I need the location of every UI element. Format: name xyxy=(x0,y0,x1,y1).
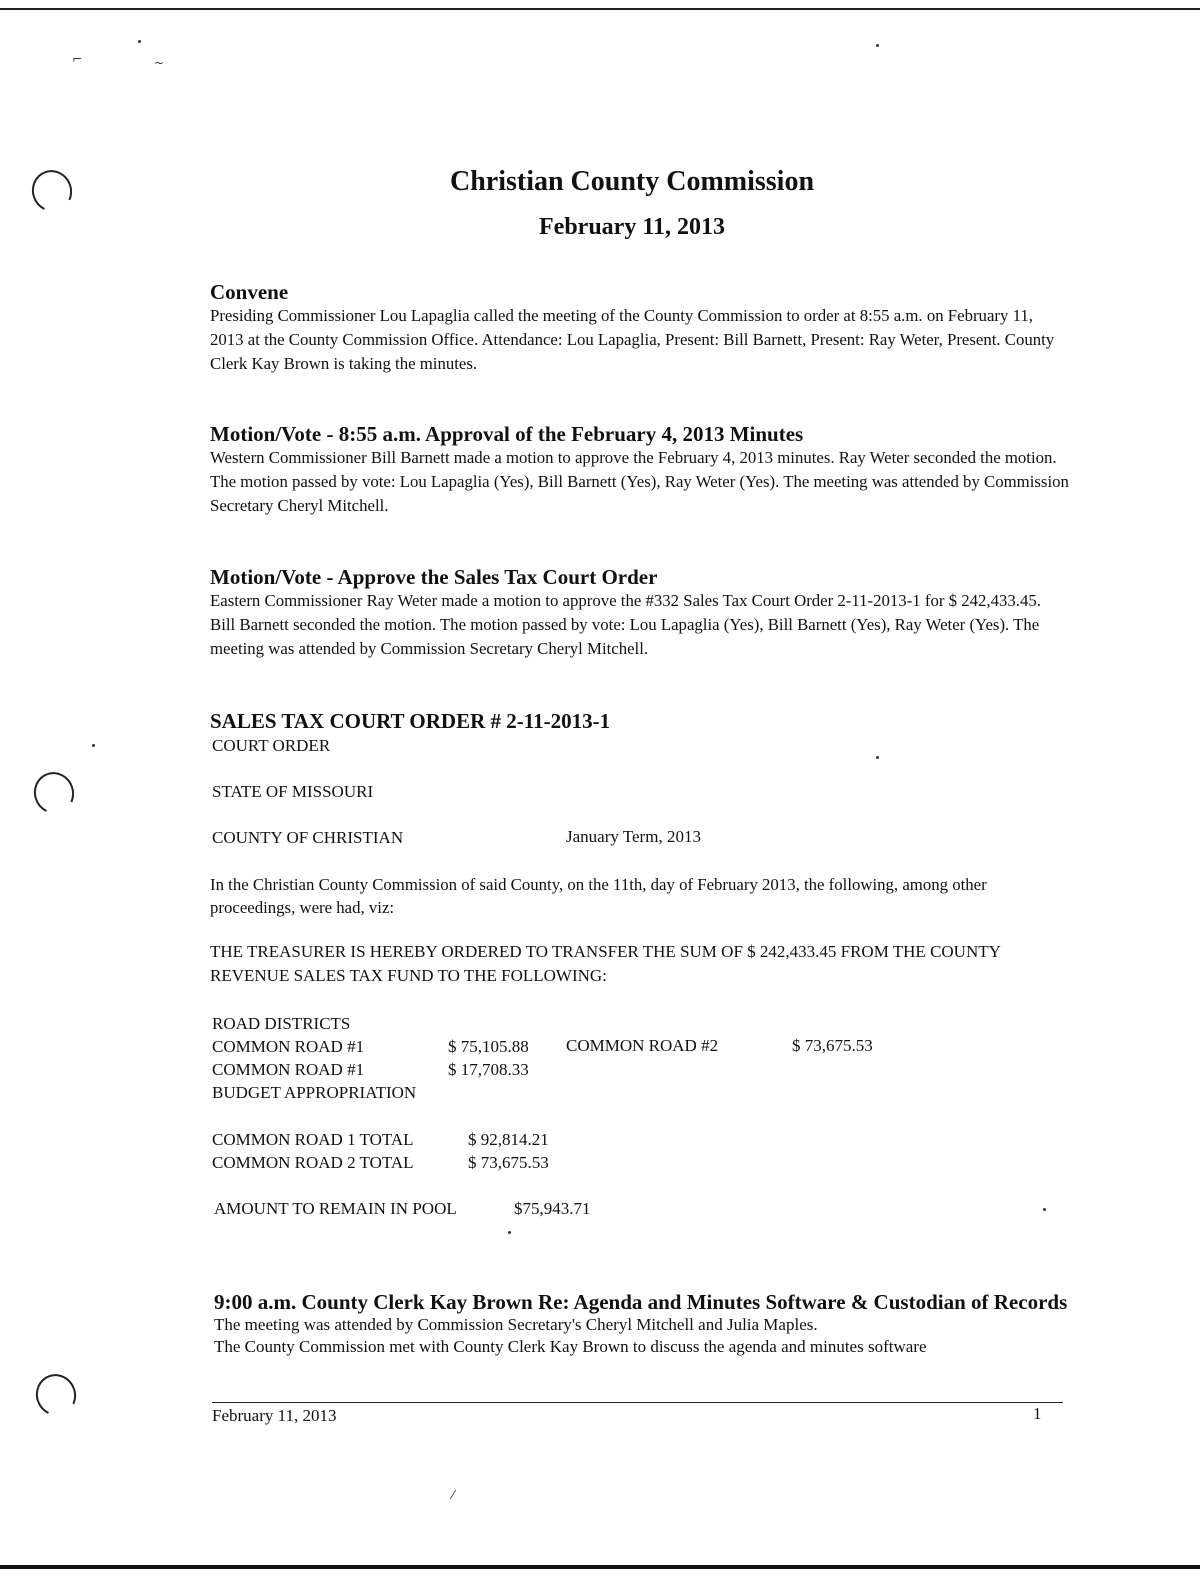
row1-amount-b: $ 73,675.53 xyxy=(792,1036,873,1055)
total1-label: COMMON ROAD 1 TOTAL xyxy=(212,1130,414,1149)
scan-speck xyxy=(92,744,95,747)
row2-amount: $ 17,708.33 xyxy=(448,1060,529,1079)
section-sales-tax-motion xyxy=(210,565,1070,661)
document-title: Christian County Commission xyxy=(449,166,815,197)
scan-mark: ⁄ xyxy=(452,1488,455,1502)
row1-label-b: COMMON ROAD #2 xyxy=(566,1036,719,1055)
budget-appropriation-label: BUDGET APPROPRIATION xyxy=(212,1083,417,1102)
row2-label: COMMON ROAD #1 xyxy=(212,1060,365,1079)
scan-speck xyxy=(876,756,879,759)
footer-date: February 11, 2013 xyxy=(212,1406,337,1425)
page-number: 1 xyxy=(1033,1404,1042,1423)
court-order-directive xyxy=(210,940,1060,988)
section-heading: Convene xyxy=(210,280,289,304)
section-heading: Motion/Vote - Approve the Sales Tax Court Order xyxy=(210,565,658,589)
section-heading: 9:00 a.m. County Clerk Kay Brown Re: Agenda and Minutes Software & Custodian of Records xyxy=(214,1290,1068,1314)
scan-mark: ⌐ xyxy=(72,52,83,66)
total1-amount: $ 92,814.21 xyxy=(468,1130,549,1149)
scan-mark: ~ xyxy=(154,56,165,70)
section-body: Presiding Commissioner Lou Lapaglia called the meeting of the County Commission to order at 8:55 a.m. on February 11, 2013 at the County Commission Office. Attendance: Lou Lapaglia, Present: Bill Barnett, Present: Ray Weter, Present. County Clerk Kay Brown is taking the minutes. xyxy=(210,306,1055,373)
section-minutes-motion xyxy=(210,422,1070,518)
document-date: February 11, 2013 xyxy=(539,214,725,240)
scan-speck xyxy=(1043,1208,1046,1211)
total2-label: COMMON ROAD 2 TOTAL xyxy=(212,1153,414,1172)
punch-hole-bottom xyxy=(30,1368,82,1421)
clerk-line-1: The meeting was attended by Commission Secretary's Cheryl Mitchell and Julia Maples. xyxy=(214,1315,818,1334)
court-order-preamble xyxy=(210,873,1050,919)
section-body: Western Commissioner Bill Barnett made a motion to approve the February 4, 2013 minutes. Ray Weter seconded the motion. The motion passed by vote: Lou Lapaglia (Yes), Bill Barnett (Yes), Ray Weter (Yes). The meeting was attended by Commission Secretary Cheryl Mitchell. xyxy=(210,448,1069,515)
row1-label: COMMON ROAD #1 xyxy=(212,1037,365,1056)
directive-text: THE TREASURER IS HEREBY ORDERED TO TRANSFER THE SUM OF $ 242,433.45 FROM THE COUNTY REVENUE SALES TAX FUND TO THE FOLLOWING: xyxy=(210,942,1001,985)
state-label: STATE OF MISSOURI xyxy=(212,782,374,801)
term-label: January Term, 2013 xyxy=(566,827,701,846)
section-heading: Motion/Vote - 8:55 a.m. Approval of the February 4, 2013 Minutes xyxy=(210,422,804,446)
section-heading: SALES TAX COURT ORDER # 2-11-2013-1 xyxy=(210,709,611,733)
row1-amount: $ 75,105.88 xyxy=(448,1037,529,1056)
scan-speck xyxy=(138,40,141,43)
county-label: COUNTY OF CHRISTIAN xyxy=(212,828,404,847)
section-body: Eastern Commissioner Ray Weter made a motion to approve the #332 Sales Tax Court Order 2-11-2013-1 for $ 242,433.45. Bill Barnett seconded the motion. The motion passed by vote: Lou Lapaglia (Yes), Bill Barnett (Yes), Ray Weter (Yes). The meeting was attended by Commission Secretary Cheryl Mitchell. xyxy=(210,591,1041,658)
court-order-label: COURT ORDER xyxy=(212,736,331,755)
scan-edge-top xyxy=(0,8,1200,10)
punch-hole-middle xyxy=(28,766,80,819)
total2-amount: $ 73,675.53 xyxy=(468,1153,549,1172)
scan-edge-bottom xyxy=(0,1565,1200,1569)
section-court-order-heading xyxy=(210,709,1070,733)
section-clerk xyxy=(214,1290,1074,1358)
remain-label: AMOUNT TO REMAIN IN POOL xyxy=(214,1199,457,1218)
clerk-line-2: The County Commission met with County Clerk Kay Brown to discuss the agenda and minutes software xyxy=(214,1337,927,1356)
road-districts-label: ROAD DISTRICTS xyxy=(212,1014,351,1033)
section-convene xyxy=(210,280,1070,376)
scan-speck xyxy=(876,44,879,47)
footer-rule xyxy=(212,1402,1063,1403)
preamble-text: In the Christian County Commission of said County, on the 11th, day of February 2013, the following, among other proceedings, were had, viz: xyxy=(210,875,987,917)
remain-amount: $75,943.71 xyxy=(514,1199,591,1218)
scan-speck xyxy=(508,1231,511,1234)
